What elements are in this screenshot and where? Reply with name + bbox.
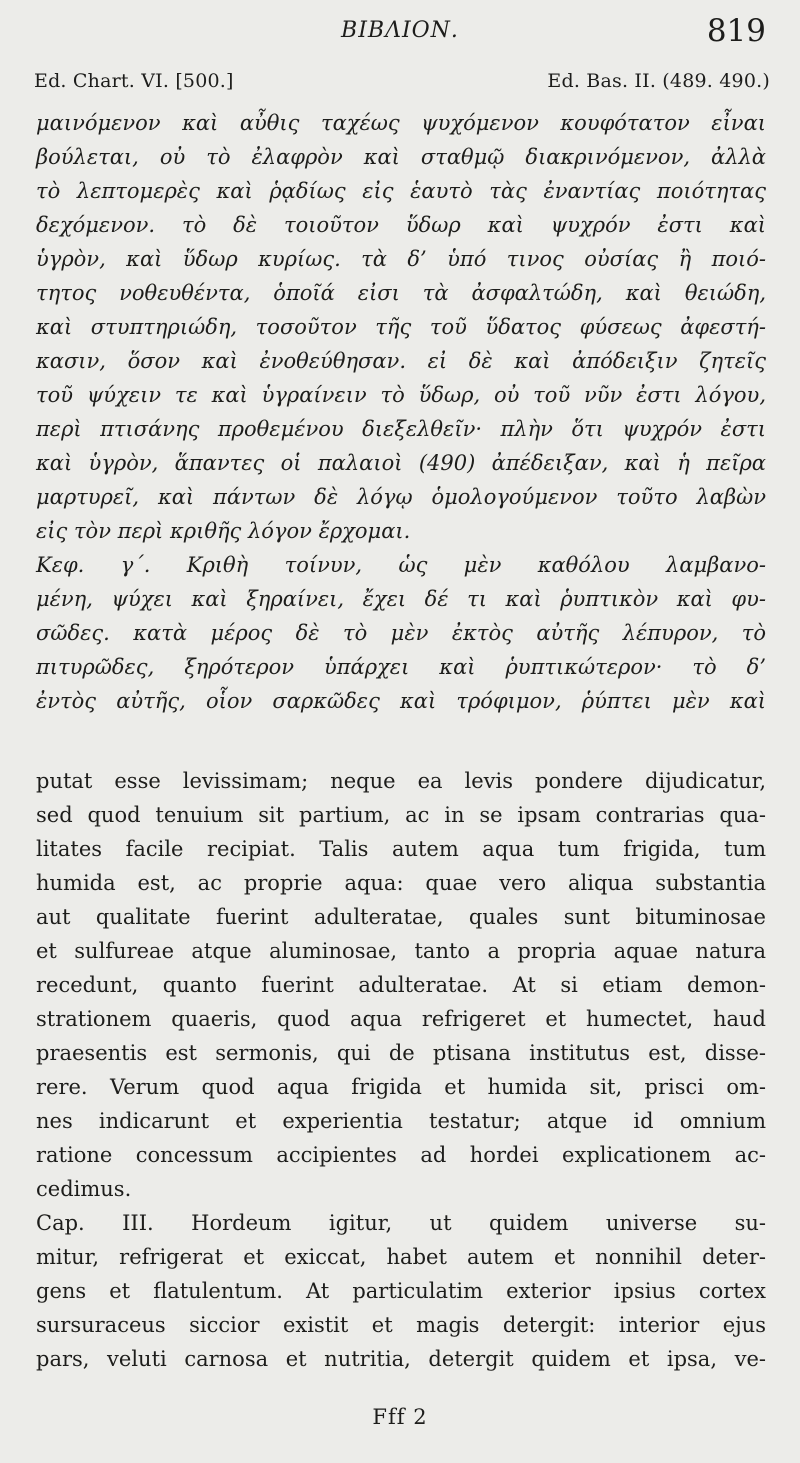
greek-line: μένη, ψύχει καὶ ξηραίνει, ἔχει δέ τι καὶ ῥυπτικὸν καὶ φυ-	[36, 587, 766, 611]
latin-line: nes indicarunt et experientia testatur; atque id omnium	[36, 1109, 766, 1133]
edition-reference-right: Ed. Bas. II. (489. 490.)	[547, 70, 770, 92]
latin-line: sursuraceus siccior existit et magis detergit: interior ejus	[36, 1313, 766, 1337]
greek-line: καὶ στυπτηριώδη, τοσοῦτον τῆς τοῦ ὕδατος φύσεως ἀφεστή-	[36, 315, 766, 339]
greek-line: δεχόμενον. τὸ δὲ τοιοῦτον ὕδωρ καὶ ψυχρόν ἐστι καὶ	[36, 213, 766, 237]
signature-mark: Fff 2	[372, 1405, 428, 1429]
latin-line: praesentis est sermonis, qui de ptisana institutus est, disse-	[36, 1041, 766, 1065]
latin-line: mitur, refrigerat et exiccat, habet autem et nonnihil deter-	[36, 1245, 766, 1269]
latin-line: pars, veluti carnosa et nutritia, detergit quidem et ipsa, ve-	[36, 1347, 766, 1371]
greek-line: καὶ ὑγρὸν, ἅπαντες οἱ παλαιοὶ (490) ἀπέδειξαν, καὶ ἡ πεῖρα	[36, 451, 766, 475]
latin-line: putat esse levissimam; neque ea levis pondere dijudicatur,	[36, 769, 766, 793]
greek-line: κασιν, ὅσον καὶ ἐνοθεύθησαν. εἰ δὲ καὶ ἀπόδειξιν ζητεῖς	[36, 349, 766, 373]
latin-line: sed quod tenuium sit partium, ac in se ipsam contrarias qua-	[36, 803, 766, 827]
greek-line: περὶ πτισάνης προθεμένου διεξελθεῖν· πλὴν ὅτι ψυχρόν ἐστι	[36, 417, 766, 441]
greek-line: Κεφ. γ΄. Κριθὴ τοίνυν, ὡς μὲν καθόλου λαμβανο-	[36, 553, 766, 577]
latin-line: humida est, ac proprie aqua: quae vero aliqua substantia	[36, 871, 766, 895]
greek-line: βούλεται, οὐ τὸ ἐλαφρὸν καὶ σταθμῷ διακρινόμενον, ἀλλὰ	[36, 145, 766, 169]
latin-line: rere. Verum quod aqua frigida et humida sit, prisci om-	[36, 1075, 766, 1099]
latin-line: gens et flatulentum. At particulatim exterior ipsius cortex	[36, 1279, 766, 1303]
edition-reference-left: Ed. Chart. VI. [500.]	[34, 70, 234, 92]
latin-line: ratione concessum accipientes ad hordei explicationem ac-	[36, 1143, 766, 1167]
latin-line: et sulfureae atque aluminosae, tanto a propria aquae natura	[36, 939, 766, 963]
latin-line: aut qualitate fuerint adulteratae, quales sunt bituminosae	[36, 905, 766, 929]
greek-line: μαρτυρεῖ, καὶ πάντων δὲ λόγῳ ὁμολογούμενον τοῦτο λαβὼν	[36, 485, 766, 509]
greek-line: εἰς τὸν περὶ κριθῆς λόγον ἔρχομαι.	[36, 519, 411, 543]
latin-line: recedunt, quanto fuerint adulteratae. At si etiam demon-	[36, 973, 766, 997]
greek-line: μαινόμενον καὶ αὖθις ταχέως ψυχόμενον κουφότατον εἶναι	[36, 111, 766, 135]
greek-line: τὸ λεπτομερὲς καὶ ῥᾳδίως εἰς ἑαυτὸ τὰς ἐναντίας ποιότητας	[36, 179, 766, 203]
greek-line: ὑγρὸν, καὶ ὕδωρ κυρίως. τὰ δ’ ὑπό τινος οὐσίας ἢ ποιό-	[36, 247, 766, 271]
latin-text-block	[36, 764, 766, 1376]
greek-line: σῶδες. κατὰ μέρος δὲ τὸ μὲν ἐκτὸς αὐτῆς λέπυρον, τὸ	[36, 621, 766, 645]
running-header-title: BIBΛΙΟΝ.	[341, 18, 459, 43]
latin-line: strationem quaeris, quod aqua refrigeret et humectet, haud	[36, 1007, 766, 1031]
greek-line: τοῦ ψύχειν τε καὶ ὑγραίνειν τὸ ὕδωρ, οὐ τοῦ νῦν ἐστι λόγου,	[36, 383, 766, 407]
greek-line: πιτυρῶδες, ξηρότερον ὑπάρχει καὶ ῥυπτικώτερον· τὸ δ’	[36, 655, 766, 679]
latin-line: litates facile recipiat. Talis autem aqua tum frigida, tum	[36, 837, 766, 861]
greek-line: τητος νοθευθέντα, ὁποῖά εἰσι τὰ ἀσφαλτώδη, καὶ θειώδη,	[36, 281, 766, 305]
latin-line: cedimus.	[36, 1177, 132, 1201]
greek-text-block	[36, 106, 766, 718]
page-number: 819	[706, 13, 766, 49]
latin-line: Cap. III. Hordeum igitur, ut quidem universe su-	[36, 1211, 766, 1235]
greek-line: ἐντὸς αὐτῆς, οἷον σαρκῶδες καὶ τρόφιμον, ῥύπτει μὲν καὶ	[36, 689, 766, 713]
